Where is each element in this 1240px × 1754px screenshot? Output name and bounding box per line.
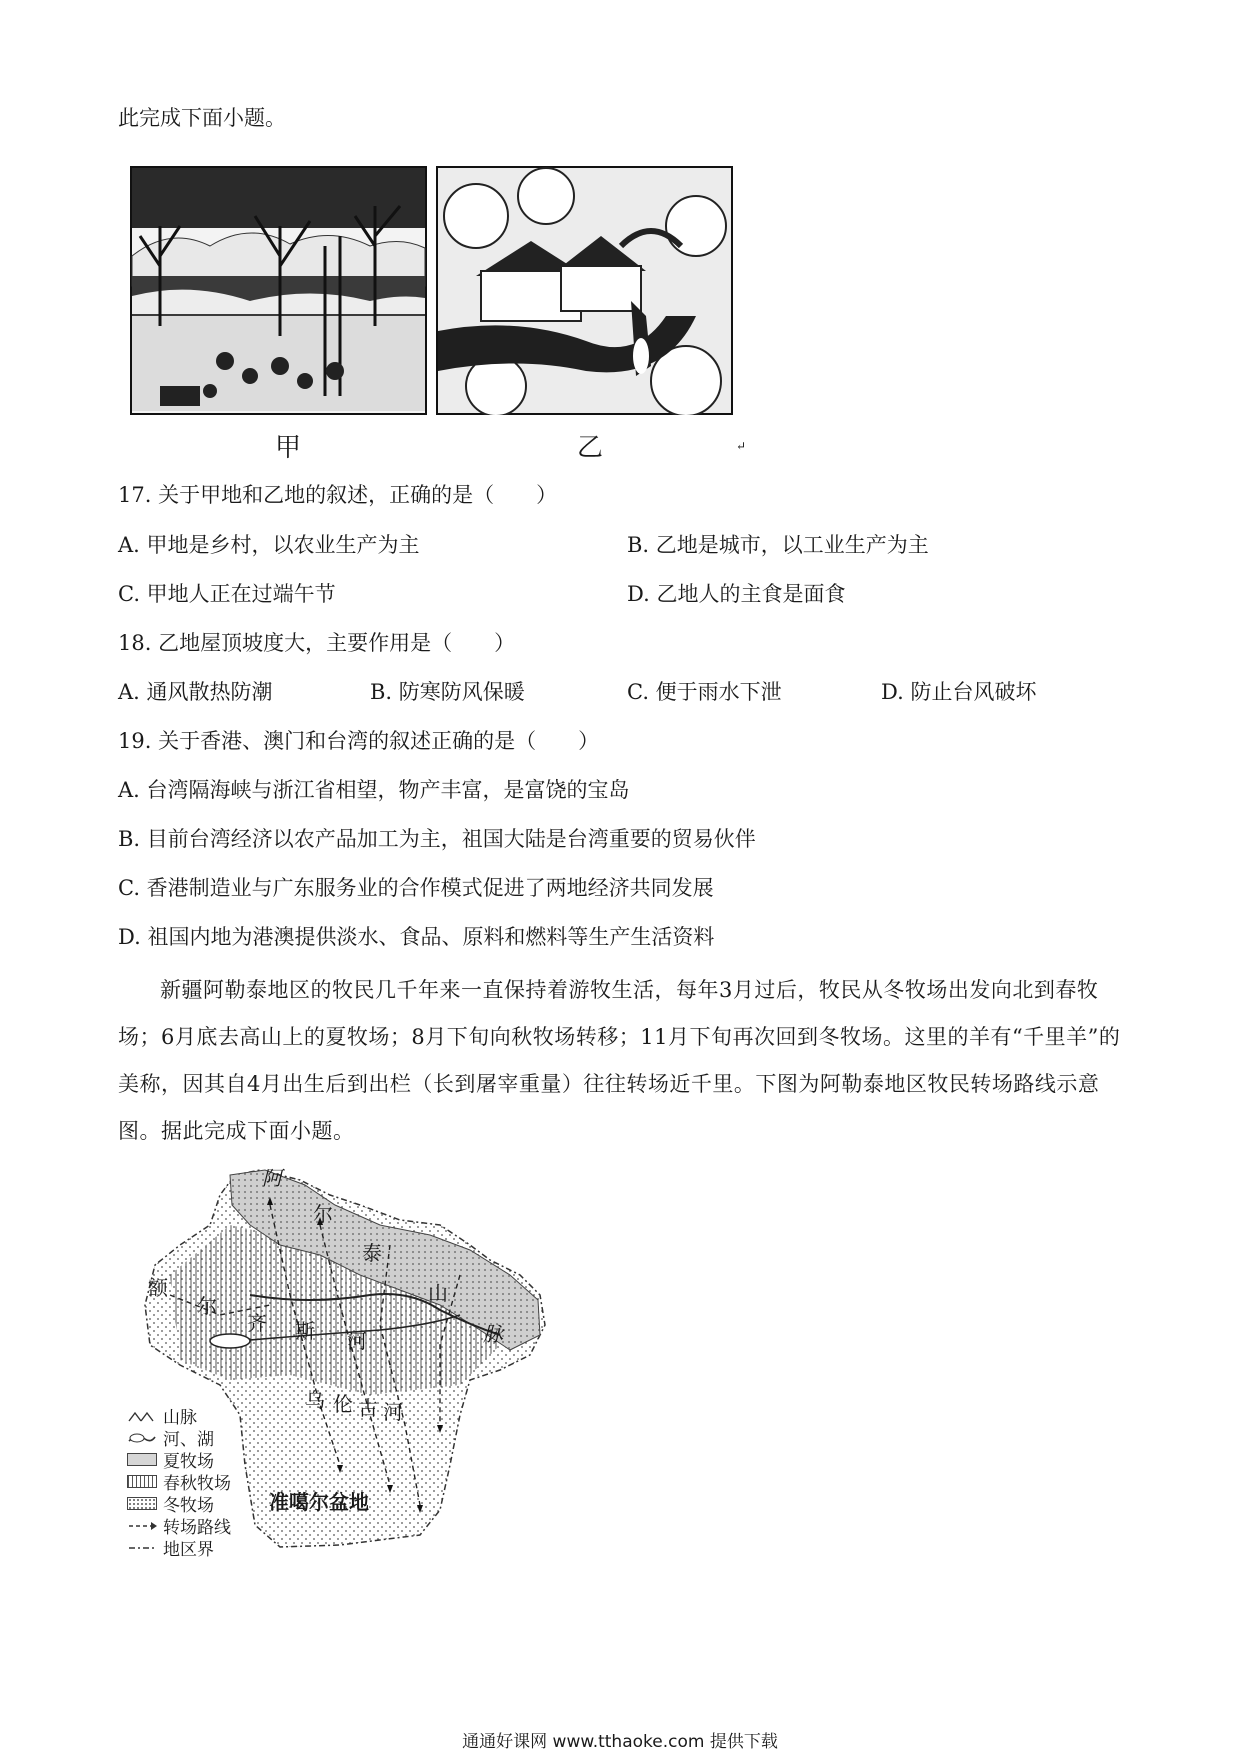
label-er2: 尔	[197, 1294, 217, 1318]
page-footer: 通通好课网 www.tthaoke.com 提供下载	[462, 1732, 778, 1752]
label-tai: 泰	[362, 1241, 382, 1265]
q18-stem: 18. 乙地屋顶坡度大，主要作用是（ ）	[118, 631, 516, 655]
q18-option-d[interactable]: D. 防止台风破坏	[881, 680, 1037, 704]
caption-jia: 甲	[275, 433, 302, 463]
label-lun: 伦	[333, 1392, 353, 1416]
q17-option-b[interactable]: B. 乙地是城市，以工业生产为主	[627, 533, 929, 557]
intro-tail: 此完成下面小题。	[118, 106, 286, 130]
q17-option-a[interactable]: A. 甲地是乡村，以农业生产为主	[118, 533, 420, 557]
spring-autumn-pasture-swatch-icon	[127, 1475, 157, 1488]
legend-label: 夏牧场	[163, 1452, 214, 1472]
figure-jia	[130, 166, 427, 415]
q19-stem: 19. 关于香港、澳门和台湾的叙述正确的是（ ）	[118, 729, 600, 753]
label-e: 额	[148, 1276, 168, 1300]
mountain-symbol-icon	[127, 1409, 157, 1423]
river-lake-symbol-icon	[127, 1431, 157, 1445]
label-he2: 河	[383, 1400, 403, 1424]
legend-label: 春秋牧场	[163, 1474, 231, 1494]
q19-option-d[interactable]: D. 祖国内地为港澳提供淡水、食品、原料和燃料等生产生活资料	[118, 925, 715, 949]
label-basin: 准噶尔盆地	[269, 1490, 369, 1514]
label-mai: 脉	[483, 1322, 503, 1346]
boundary-symbol-icon	[127, 1541, 157, 1555]
legend-label: 地区界	[163, 1540, 214, 1560]
figure-yi	[436, 166, 733, 415]
summer-pasture-swatch-icon	[127, 1453, 157, 1466]
q19-option-c[interactable]: C. 香港制造业与广东服务业的合作模式促进了两地经济共同发展	[118, 876, 714, 900]
q17-stem: 17. 关于甲地和乙地的叙述，正确的是（ ）	[118, 483, 558, 507]
label-qi: 齐	[247, 1311, 267, 1335]
q17-option-c[interactable]: C. 甲地人正在过端午节	[118, 582, 336, 606]
passage-text: 新疆阿勒泰地区的牧民几千年来一直保持着游牧生活，每年3月过后，牧民从冬牧场出发向北到春牧场；6月底去高山上的夏牧场；8月下旬向秋牧场转移；11月下旬再次回到冬牧场。这里的羊有“千里羊”的美称，因其自4月出生后到出栏（长到屠宰重量）往往转场近千里。下图为阿勒泰地区牧民转场路线示意图。据此完成下面小题。	[118, 978, 1121, 1143]
legend-boundary	[127, 1535, 214, 1560]
migration-route-symbol-icon	[127, 1519, 157, 1533]
label-shan: 山	[428, 1281, 448, 1305]
q18-option-c[interactable]: C. 便于雨水下泄	[627, 680, 782, 704]
label-gu: 古	[358, 1396, 378, 1420]
label-wu: 乌	[305, 1388, 325, 1412]
winter-pasture-swatch-icon	[127, 1497, 157, 1510]
return-mark: ↵	[736, 439, 747, 453]
label-er: 尔	[313, 1202, 333, 1226]
caption-yi: 乙	[577, 433, 604, 463]
q19-option-b[interactable]: B. 目前台湾经济以农产品加工为主，祖国大陆是台湾重要的贸易伙伴	[118, 827, 756, 851]
legend-label: 转场路线	[163, 1518, 231, 1538]
water-village-painting	[436, 166, 733, 415]
label-si: 斯	[295, 1319, 315, 1343]
snow-village-painting	[130, 166, 427, 415]
label-he: 河	[347, 1329, 367, 1353]
legend-label: 河、湖	[163, 1430, 214, 1450]
legend-label: 冬牧场	[163, 1496, 214, 1516]
q19-option-a[interactable]: A. 台湾隔海峡与浙江省相望，物产丰富，是富饶的宝岛	[118, 778, 630, 802]
label-a: 阿	[262, 1166, 282, 1190]
q18-option-a[interactable]: A. 通风散热防潮	[118, 680, 273, 704]
q17-option-d[interactable]: D. 乙地人的主食是面食	[627, 582, 846, 606]
q18-option-b[interactable]: B. 防寒防风保暖	[370, 680, 525, 704]
legend-label: 山脉	[163, 1408, 197, 1428]
